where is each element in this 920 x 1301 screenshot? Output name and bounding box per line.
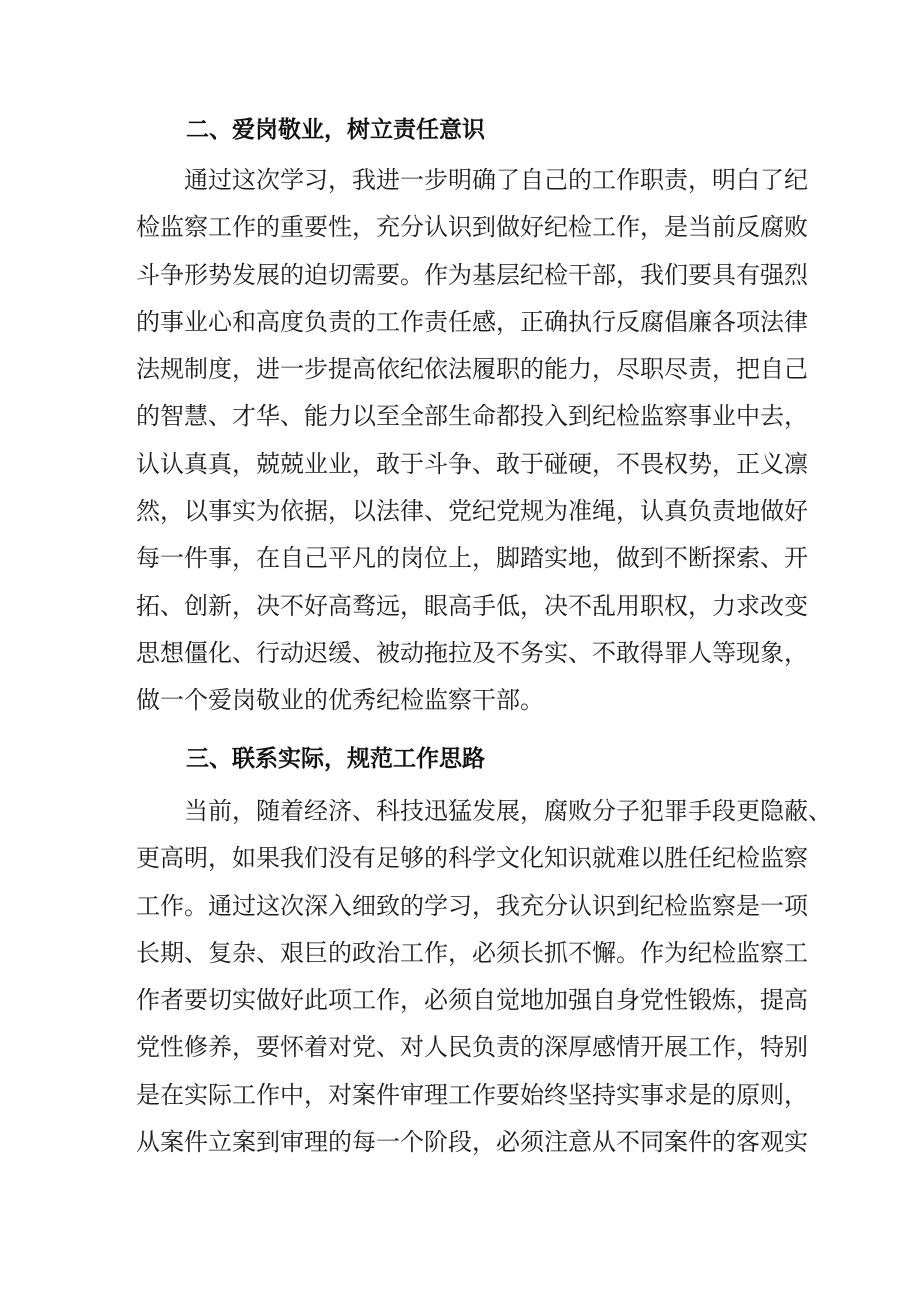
paragraph-line: 每一件事，在自己平凡的岗位上，脚踏实地，做到不断探索、开 [136,544,808,573]
paragraph-line: 然，以事实为依据，以法律、党纪党规为准绳，认真负责地做好 [136,497,808,526]
paragraph-line: 工作。通过这次深入细致的学习，我充分认识到纪检监察是一项 [136,891,808,920]
paragraph-line: 当前，随着经济、科技迅猛发展，腐败分子犯罪手段更隐蔽、 [184,797,832,825]
paragraph-line: 通过这次学习，我进一步明确了自己的工作职责，明白了纪 [184,166,808,194]
paragraph-line: 认认真真，兢兢业业，敢于斗争、敢于碰硬，不畏权势，正义凛 [136,449,808,478]
paragraph-line: 拓、创新，决不好高骛远，眼高手低，决不乱用职权，力求改变 [136,591,808,620]
paragraph-line: 斗争形势发展的迫切需要。作为基层纪检干部，我们要具有强烈 [136,260,808,289]
paragraph-line: 从案件立案到审理的每一个阶段，必须注意从不同案件的客观实 [136,1128,808,1157]
section-heading-2: 二、爱岗敬业，树立责任意识 [186,117,485,143]
section-3-paragraph [136,794,832,1172]
paragraph-line: 检监察工作的重要性，充分认识到做好纪检工作，是当前反腐败 [136,213,808,242]
paragraph-line: 的事业心和高度负责的工作责任感，正确执行反腐倡廉各项法律 [136,307,808,336]
paragraph-line: 长期、复杂、艰巨的政治工作，必须长抓不懈。作为纪检监察工 [136,938,808,967]
paragraph-line: 更高明，如果我们没有足够的科学文化知识就难以胜任纪检监察 [136,844,808,873]
paragraph-line: 做一个爱岗敬业的优秀纪检监察干部。 [136,686,544,715]
paragraph-line: 是在实际工作中，对案件审理工作要始终坚持实事求是的原则， [136,1080,808,1109]
paragraph-line: 法规制度，进一步提高依纪依法履职的能力，尽职尽责，把自己 [136,355,808,384]
section-2-paragraph [136,163,808,731]
paragraph-line: 党性修养，要怀着对党、对人民负责的深厚感情开展工作，特别 [136,1033,808,1062]
paragraph-line: 的智慧、才华、能力以至全部生命都投入到纪检监察事业中去， [136,402,808,431]
section-heading-3: 三、联系实际，规范工作思路 [186,746,485,772]
paragraph-line: 作者要切实做好此项工作，必须自觉地加强自身党性锻炼，提高 [136,986,808,1015]
paragraph-line: 思想僵化、行动迟缓、被动拖拉及不务实、不敢得罪人等现象， [136,638,808,667]
